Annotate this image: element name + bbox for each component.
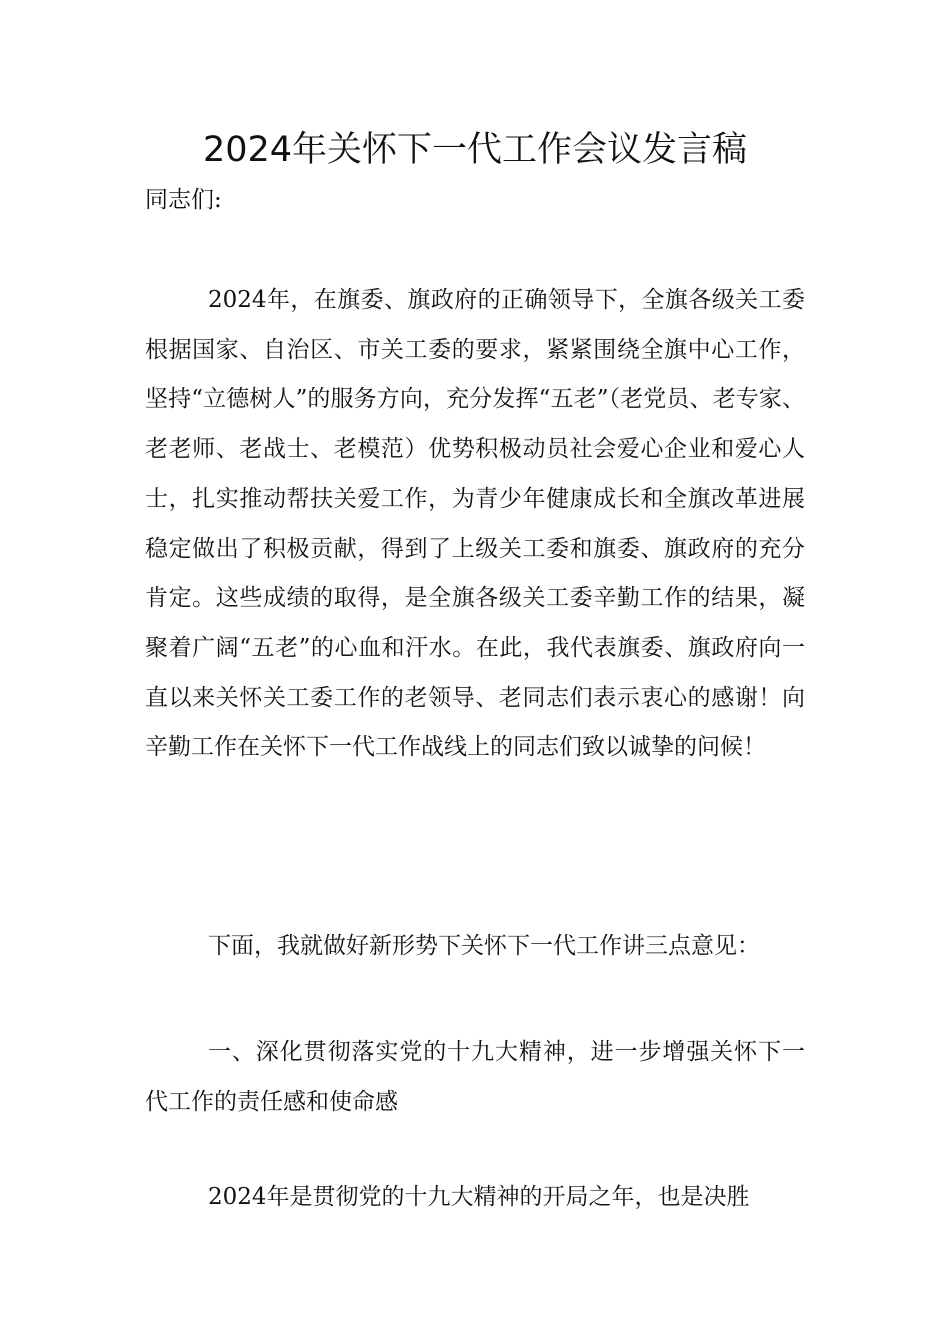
paragraph-outline: 下面，我就做好新形势下关怀下一代工作讲三点意见： (208, 933, 760, 959)
paragraph-section-one: 2024年是贯彻党的十九大精神的开局之年，也是决胜 (208, 1184, 750, 1210)
salutation: 同志们: (145, 187, 222, 213)
section-heading-one: 一、深化贯彻落实党的十九大精神，进一步增强关怀下一代工作的责任感和使命感 (145, 1039, 805, 1115)
document-title: 2024年关怀下一代工作会议发言稿 (202, 130, 748, 170)
paragraph-intro: 2024年，在旗委、旗政府的正确领导下，全旗各级关工委根据国家、自治区、市关工委的要求，紧紧围绕全旗中心工作，坚持“立德树人”的服务方向，充分发挥“五老”（老党员、老专家、老老师、老战士、老模范）优势积极动员社会爱心企业和爱心人士，扎实推动帮扶关爱工作，为青少年健康成长和全旗改革进展稳定做出了积极贡献，得到了上级关工委和旗委、旗政府的充分肯定。这些成绩的取得，是全旗各级关工委辛勤工作的结果，凝聚着广阔“五老”的心血和汗水。在此，我代表旗委、旗政府向一直以来关怀关工委工作的老领导、老同志们表示衷心的感谢！向辛勤工作在关怀下一代工作战线上的同志们致以诚挚的问候！ (145, 287, 805, 761)
